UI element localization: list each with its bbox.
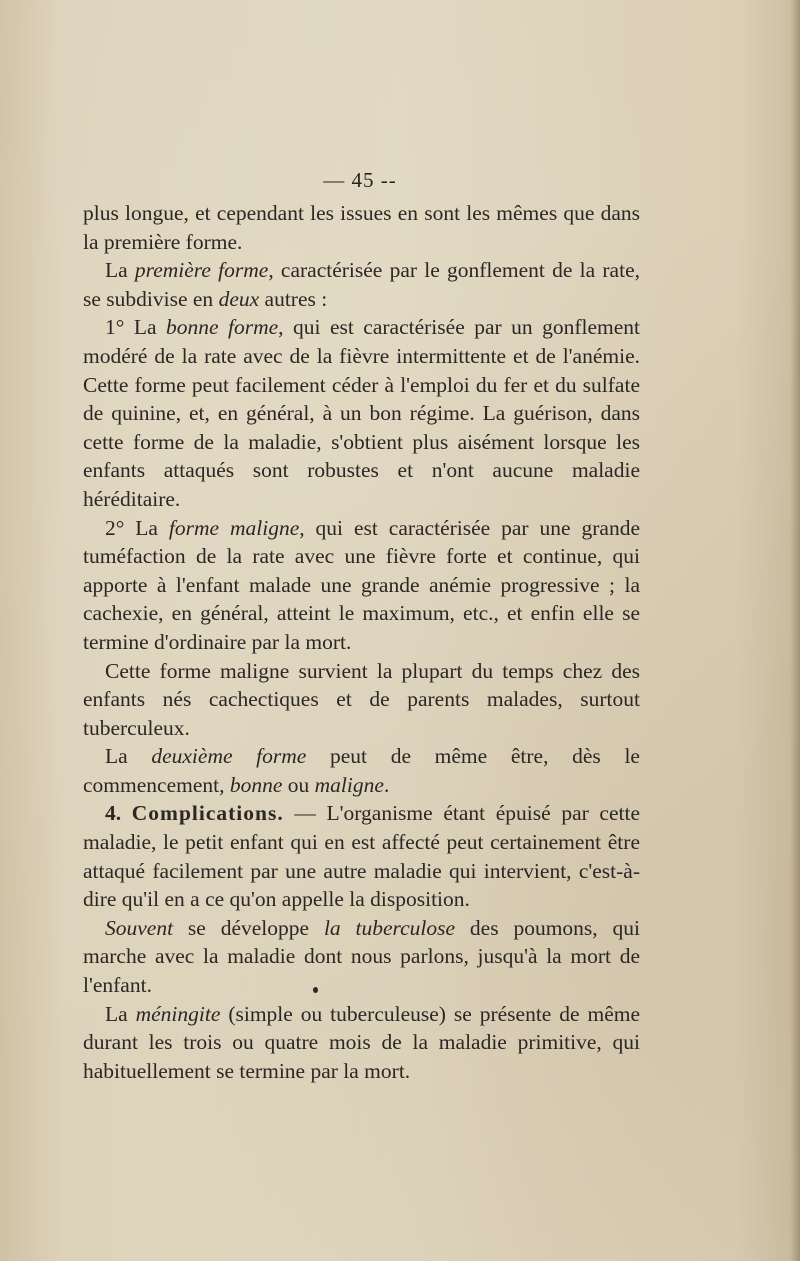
paragraph-8: [83, 914, 640, 1000]
paragraph-3-text-a: 1° La: [105, 315, 166, 340]
paragraph-9-text-a: La: [105, 1001, 136, 1026]
paragraph-2-italic-1: première forme: [134, 258, 269, 283]
paragraph-9-text-b: (simple ou tuberculeuse) se présente de même durant les trois ou quatre mois de la maladie primitive, qui habituellement se termine par la mort.: [83, 1001, 641, 1083]
paragraph-7-text-b: — L'organisme étant épuisé par cette maladie, le petit enfant qui en est affecté peut certainement être attaqué facilement par une autre maladie qui intervient, c'est-à-dire qu'il en a ce qu'on appelle la disposition.: [83, 801, 640, 912]
paragraph-8-text-a: se développe: [173, 915, 324, 940]
paragraph-6-italic-2: bonne: [229, 772, 283, 797]
paragraph-1: [83, 199, 640, 256]
paragraph-4-text-b: , qui est caractérisée par une grande tuméfaction de la rate avec une fièvre forte et continue, qui apporte à l'enfant malade une grande anémie progressive ; la cachexie, en général, atteint le maximum, etc., et enfin elle se termine d'ordinaire par la mort.: [83, 515, 640, 654]
paragraph-2-text-c: autres :: [259, 286, 328, 311]
paragraph-8-text-b: des poumons, qui marche avec la maladie dont nous parlons, jusqu'à la mort de l'enfant.: [83, 915, 641, 998]
paragraph-8-italic-1: Souvent: [105, 915, 174, 940]
paragraph-6-text-b: peut de même être, dès le commencement,: [83, 744, 640, 797]
section-title: Complications.: [131, 801, 284, 826]
paragraph-1-text: plus longue, et cependant les issues en sont les mêmes que dans la première forme.: [83, 201, 640, 254]
body-text: [83, 199, 640, 1085]
paragraph-4-text-a: 2° La: [105, 515, 169, 540]
section-number: 4.: [105, 801, 122, 826]
paragraph-2-text-a: La: [105, 258, 135, 283]
paragraph-6-text-c: ou: [282, 772, 315, 797]
page-number: — 45 --: [323, 168, 397, 192]
paragraph-9: [83, 1000, 640, 1086]
paragraph-6-text-a: La: [105, 744, 152, 769]
paragraph-3-text-b: , qui est caractérisée par un gonflement modéré de la rate avec de la fièvre intermittente et de l'anémie. Cette forme peut facilement céder à l'emploi du fer et du sulfate de quinine, et, en général, à un bon régime. La guérison, dans cette forme de la maladie, s'obtient plus aisément lorsque les enfants attaqués sont robustes et n'ont aucune maladie héréditaire.: [83, 315, 641, 511]
paragraph-2: [83, 256, 640, 313]
paragraph-3: [83, 313, 640, 513]
paragraph-6-text-d: .: [383, 772, 390, 797]
paragraph-4-italic-1: forme maligne: [168, 515, 300, 540]
paragraph-2-italic-2: deux: [218, 286, 260, 311]
paragraph-5: [83, 657, 640, 743]
page-edge-shadow: [790, 0, 800, 1261]
ink-speck: [313, 987, 318, 993]
paragraph-9-italic-1: méningite: [135, 1001, 221, 1026]
paragraph-5-text: Cette forme maligne survient la plupart du temps chez des enfants nés cachectiques et de parents malades, surtout tuberculeux.: [83, 658, 640, 740]
paragraph-7: [83, 799, 640, 913]
paragraph-8-italic-2: la tuberculose: [323, 915, 456, 940]
paragraph-6: [83, 742, 640, 799]
paragraph-2-text-b: , caractérisée par le gonflement de la rate, se subdivise en: [83, 258, 640, 311]
paragraph-6-italic-3: maligne: [314, 772, 384, 797]
paragraph-3-italic-1: bonne forme: [165, 315, 279, 340]
paragraph-6-italic-1: deuxième forme: [151, 744, 307, 769]
paragraph-4: [83, 514, 640, 657]
